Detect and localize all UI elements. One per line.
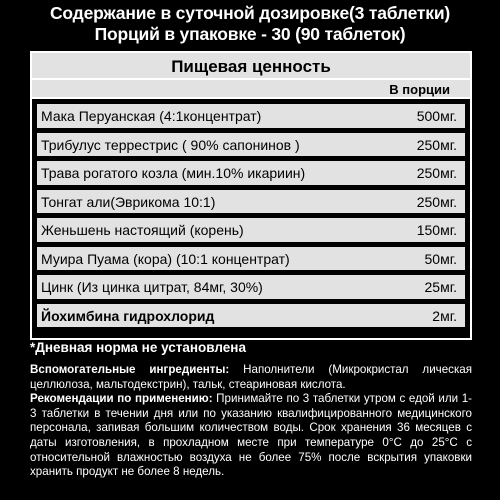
- ingredient-name: Тонгат али(Эврикома 10:1): [41, 193, 216, 210]
- daily-value-note: *Дневная норма не установлена: [30, 340, 246, 355]
- ingredient-row: [37, 161, 465, 185]
- ingredient-row: [37, 275, 465, 299]
- ingredient-name: Йохимбина гидрохлорид: [41, 307, 215, 324]
- ingredient-amount: 25мг.: [424, 279, 457, 295]
- ingredient-amount: 50мг.: [424, 250, 457, 267]
- ingredient-amount: 500мг.: [416, 108, 457, 124]
- ingredient-name: Трава рогатого козла (мин.10% икариин): [41, 165, 306, 181]
- ingredient-amount: 2мг.: [432, 307, 457, 324]
- ingredient-row: [37, 218, 465, 242]
- ingredient-row: [37, 104, 465, 128]
- ingredient-list: [32, 104, 470, 327]
- per-serving-header: В порции: [32, 80, 470, 99]
- product-info: [30, 363, 472, 480]
- header-daily-dose: Содержание в суточной дозировке(3 таблетки): [49, 3, 451, 23]
- ingredient-name: Трибулус террестрис ( 90% сапонинов ): [41, 136, 300, 153]
- ingredient-name: Цинк (Из цинка цитрат, 84мг, 30%): [41, 279, 263, 295]
- ingredient-row: [37, 190, 465, 214]
- ingredient-amount: 250мг.: [416, 165, 457, 181]
- ingredient-row: [37, 247, 465, 271]
- ingredient-name: Мака Перуанская (4:1концентрат): [41, 108, 262, 124]
- ingredient-name: Муира Пуама (кора) (10:1 концентрат): [41, 250, 290, 267]
- ingredient-amount: 150мг.: [416, 222, 457, 238]
- ingredient-amount: 250мг.: [416, 193, 457, 210]
- nutrition-panel: [30, 51, 472, 340]
- usage-text: Принимайте по 3 таблетки утром с едой или 1-3 таблетки в течении дня или по указанию квалифицированного медицинского персонала, запивая большим количеством воды. Срок хранения 36 месяцев с даты изготовления, в прохладном месте при температуре 0°С до 25°С с относительной влажностью воздуха не более 75% после вскрытия упаковки хранить продукт не более 8 недель.: [30, 392, 473, 479]
- ingredient-row: [37, 133, 465, 157]
- header-servings: Порций в упаковке - 30 (90 таблеток): [94, 24, 406, 44]
- ingredient-name: Женьшень настоящий (корень): [41, 222, 244, 238]
- ingredient-amount: 250мг.: [416, 136, 457, 153]
- panel-title: Пищевая ценность: [32, 53, 470, 80]
- ingredients-text: Наполнители (Микрокристал лическая целлюлоза, мальтодекстрин), тальк, стеариновая кислота.: [30, 363, 473, 391]
- ingredient-row: [37, 304, 465, 328]
- usage-label: Рекомендации по применению:: [30, 392, 213, 406]
- ingredients-label: Вспомогательные ингредиенты:: [30, 363, 230, 376]
- header: [0, 0, 500, 45]
